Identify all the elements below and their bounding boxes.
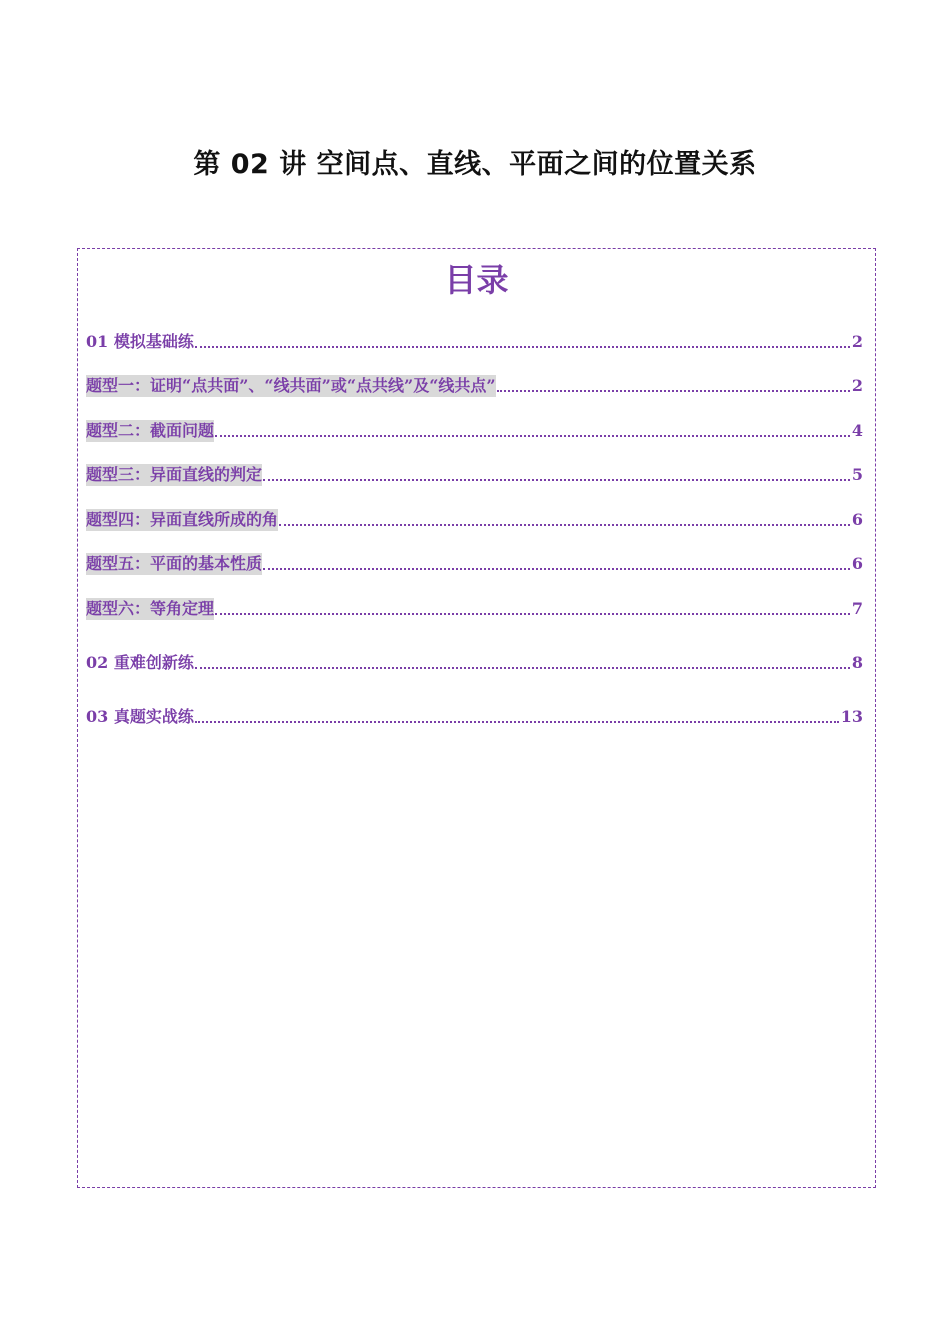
- toc-entry-type-1[interactable]: [86, 375, 863, 397]
- toc-dot-leader: [195, 346, 850, 348]
- toc-entry-basic-practice[interactable]: [86, 331, 863, 353]
- toc-entry-type-6[interactable]: [86, 598, 863, 620]
- toc-entry-label: 题型四：异面直线所成的角: [86, 510, 279, 529]
- toc-entry-page: 6: [851, 510, 863, 529]
- toc-dot-leader: [195, 721, 839, 723]
- toc-entry-type-3[interactable]: [86, 464, 863, 486]
- toc-heading: 目录: [444, 261, 509, 299]
- toc-entry-label: 02 重难创新练: [86, 653, 194, 672]
- toc-dot-leader: [263, 568, 850, 570]
- toc-entry-advanced-practice[interactable]: [86, 652, 863, 674]
- toc-entry-label: 题型六：等角定理: [86, 599, 215, 618]
- toc-entry-page: 5: [851, 465, 863, 484]
- toc-entry-page: 8: [851, 653, 863, 672]
- toc-entry-page: 2: [851, 376, 863, 395]
- toc-dot-leader: [195, 667, 850, 669]
- toc-entry-label: 题型五：平面的基本性质: [86, 554, 263, 573]
- toc-entry-exam-practice[interactable]: [86, 706, 863, 728]
- toc-entry-page: 7: [851, 599, 863, 618]
- toc-entry-label: 03 真题实战练: [86, 707, 194, 726]
- toc-dot-leader: [215, 435, 850, 437]
- toc-entry-type-4[interactable]: [86, 509, 863, 531]
- toc-entry-page: 6: [851, 554, 863, 573]
- toc-entry-type-5[interactable]: [86, 553, 863, 575]
- toc-dot-leader: [279, 524, 850, 526]
- document-title: 第 02 讲 空间点、直线、平面之间的位置关系: [193, 149, 757, 180]
- toc-entry-label: 题型三：异面直线的判定: [86, 465, 263, 484]
- toc-entry-type-2[interactable]: [86, 420, 863, 442]
- toc-entry-page: 13: [840, 707, 863, 726]
- toc-dot-leader: [497, 390, 850, 392]
- toc-entry-page: 2: [851, 332, 863, 351]
- toc-entry-label: 01 模拟基础练: [86, 332, 194, 351]
- toc-entry-page: 4: [851, 421, 863, 440]
- toc-entry-label: 题型二：截面问题: [86, 421, 215, 440]
- toc-dot-leader: [215, 613, 850, 615]
- table-of-contents: [77, 248, 876, 1188]
- toc-dot-leader: [263, 479, 850, 481]
- toc-entry-label: 题型一：证明“点共面”、“线共面”或“点共线”及“线共点”: [86, 376, 496, 395]
